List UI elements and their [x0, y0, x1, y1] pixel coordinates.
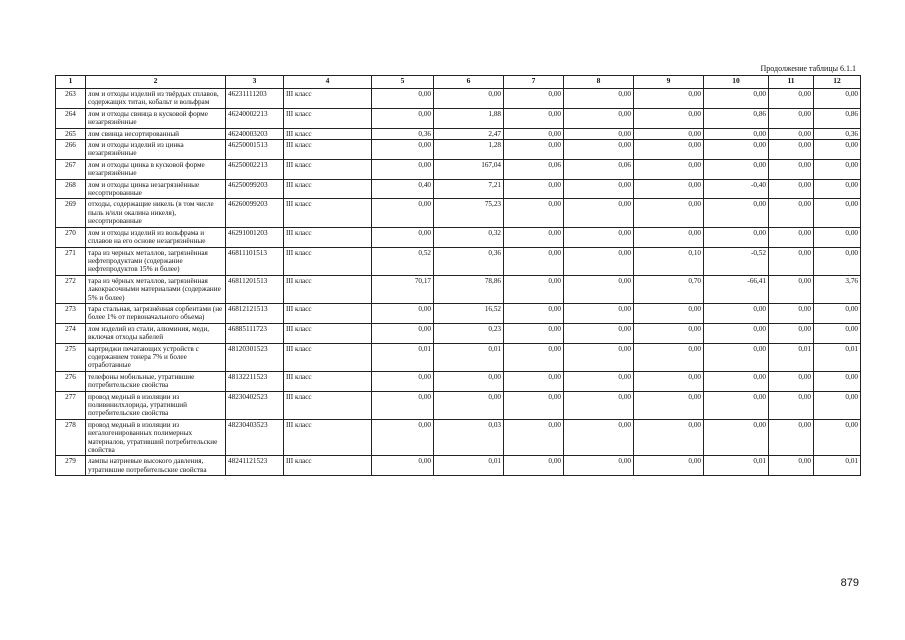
waste-code: 46812121513 [226, 303, 284, 323]
value-cell: 0,00 [814, 140, 861, 160]
value-cell: 0,00 [564, 371, 634, 391]
table-row [56, 323, 861, 343]
value-cell: 0,00 [634, 323, 704, 343]
value-cell: 0,00 [634, 159, 704, 179]
value-cell: 0,00 [704, 303, 769, 323]
value-cell: 0,00 [372, 391, 434, 419]
waste-code: 46250099203 [226, 179, 284, 199]
value-cell: 0,00 [634, 128, 704, 139]
value-cell: 0,00 [372, 323, 434, 343]
table-row [56, 159, 861, 179]
value-cell: 0,00 [704, 371, 769, 391]
value-cell: 0,00 [504, 391, 564, 419]
value-cell: 0,00 [704, 391, 769, 419]
value-cell: 0,00 [769, 323, 814, 343]
row-number: 269 [56, 199, 86, 227]
row-number: 278 [56, 419, 86, 456]
value-cell: 0,00 [769, 179, 814, 199]
table-row [56, 179, 861, 199]
column-header: 1 [56, 76, 86, 89]
waste-name: лом и отходы изделий из твёрдых сплавов, содержащих титан, кобальт и вольфрам [86, 89, 226, 109]
value-cell: 167,04 [434, 159, 504, 179]
table-row [56, 89, 861, 109]
row-number: 275 [56, 343, 86, 371]
value-cell: 0,00 [564, 275, 634, 303]
value-cell: 0,00 [704, 128, 769, 139]
value-cell: 0,36 [814, 128, 861, 139]
value-cell: 0,00 [634, 227, 704, 247]
value-cell: 0,00 [504, 247, 564, 275]
value-cell: 0,00 [704, 419, 769, 456]
value-cell: 0,00 [564, 343, 634, 371]
value-cell: 0,00 [769, 89, 814, 109]
value-cell: 0,00 [504, 199, 564, 227]
waste-code: 46240002213 [226, 108, 284, 128]
table-row [56, 275, 861, 303]
value-cell: 0,00 [564, 128, 634, 139]
table-row [56, 247, 861, 275]
waste-code: 48241121523 [226, 456, 284, 476]
value-cell: 0,00 [564, 247, 634, 275]
value-cell: 0,00 [372, 456, 434, 476]
table-row [56, 419, 861, 456]
waste-code: 48230403523 [226, 419, 284, 456]
value-cell: 0,00 [814, 227, 861, 247]
waste-code: 46291001203 [226, 227, 284, 247]
value-cell: 0,06 [564, 159, 634, 179]
value-cell: 0,01 [769, 343, 814, 371]
value-cell: 0,00 [372, 89, 434, 109]
value-cell: 0,00 [504, 128, 564, 139]
column-header: 3 [226, 76, 284, 89]
table-row [56, 108, 861, 128]
value-cell: 0,03 [434, 419, 504, 456]
waste-name: провод медный в изоляции из негалогенированных полимерных материалов, утративший потребительские свойства [86, 419, 226, 456]
hazard-class: III класс [284, 108, 372, 128]
table-row [56, 140, 861, 160]
column-header: 6 [434, 76, 504, 89]
row-number: 274 [56, 323, 86, 343]
value-cell: 0,00 [434, 89, 504, 109]
value-cell: 0,00 [504, 343, 564, 371]
waste-code: 48120301523 [226, 343, 284, 371]
value-cell: 0,00 [704, 159, 769, 179]
value-cell: 0,01 [814, 456, 861, 476]
waste-name: тара стальная, загрязнённая сорбентами (не более 1% от первоначального объема) [86, 303, 226, 323]
value-cell: 0,00 [814, 247, 861, 275]
value-cell: 0,00 [704, 323, 769, 343]
value-cell: 0,00 [564, 108, 634, 128]
row-number: 263 [56, 89, 86, 109]
row-number: 277 [56, 391, 86, 419]
value-cell: 0,00 [634, 371, 704, 391]
table-row [56, 199, 861, 227]
value-cell: 0,00 [634, 108, 704, 128]
value-cell: 0,00 [769, 227, 814, 247]
value-cell: 0,00 [372, 303, 434, 323]
waste-name: отходы, содержащие никель (в том числе пыль и/или окалина никеля), несортированные [86, 199, 226, 227]
value-cell: 0,00 [564, 140, 634, 160]
value-cell: 0,00 [372, 227, 434, 247]
value-cell: 0,00 [564, 419, 634, 456]
value-cell: 0,01 [814, 343, 861, 371]
value-cell: 0,00 [769, 391, 814, 419]
value-cell: 0,00 [634, 179, 704, 199]
value-cell: 0,00 [504, 227, 564, 247]
value-cell: 0,00 [372, 199, 434, 227]
value-cell: 0,32 [434, 227, 504, 247]
value-cell: 0,00 [814, 179, 861, 199]
value-cell: 0,00 [814, 159, 861, 179]
waste-code: 46231111203 [226, 89, 284, 109]
value-cell: 0,70 [634, 275, 704, 303]
hazard-class: III класс [284, 456, 372, 476]
value-cell: 3,76 [814, 275, 861, 303]
waste-name: лом и отходы изделий из цинка незагрязнённые [86, 140, 226, 160]
value-cell: 0,00 [634, 343, 704, 371]
value-cell: 0,00 [814, 303, 861, 323]
hazard-class: III класс [284, 323, 372, 343]
value-cell: 0,00 [704, 343, 769, 371]
value-cell: 0,00 [504, 89, 564, 109]
value-cell: 0,36 [434, 247, 504, 275]
table-row [56, 371, 861, 391]
row-number: 272 [56, 275, 86, 303]
column-header: 12 [814, 76, 861, 89]
value-cell: 0,00 [564, 456, 634, 476]
hazard-class: III класс [284, 275, 372, 303]
waste-name: лом и отходы цинка в кусковой форме незагрязнённые [86, 159, 226, 179]
value-cell: 0,00 [434, 391, 504, 419]
value-cell: 0,00 [814, 391, 861, 419]
value-cell: 16,52 [434, 303, 504, 323]
value-cell: 0,00 [814, 89, 861, 109]
value-cell: 0,00 [769, 456, 814, 476]
row-number: 273 [56, 303, 86, 323]
hazard-class: III класс [284, 89, 372, 109]
waste-name: лампы натриевые высокого давления, утратившие потребительские свойства [86, 456, 226, 476]
value-cell: 0,00 [769, 140, 814, 160]
value-cell: 7,21 [434, 179, 504, 199]
value-cell: 0,00 [504, 456, 564, 476]
waste-code: 46260099203 [226, 199, 284, 227]
waste-name: лом свинца несортированный [86, 128, 226, 139]
value-cell: 0,00 [504, 371, 564, 391]
row-number: 276 [56, 371, 86, 391]
column-header: 11 [769, 76, 814, 89]
value-cell: 0,86 [814, 108, 861, 128]
value-cell: 70,17 [372, 275, 434, 303]
table-row [56, 456, 861, 476]
waste-code: 46885111723 [226, 323, 284, 343]
table-header-row [56, 76, 861, 89]
row-number: 279 [56, 456, 86, 476]
value-cell: 0,00 [814, 419, 861, 456]
value-cell: 0,06 [504, 159, 564, 179]
hazard-class: III класс [284, 343, 372, 371]
waste-code: 46811201513 [226, 275, 284, 303]
hazard-class: III класс [284, 199, 372, 227]
value-cell: 0,00 [769, 128, 814, 139]
column-header: 2 [86, 76, 226, 89]
value-cell: 0,00 [504, 303, 564, 323]
value-cell: 0,00 [634, 303, 704, 323]
hazard-class: III класс [284, 247, 372, 275]
value-cell: 0,52 [372, 247, 434, 275]
value-cell: 0,00 [769, 371, 814, 391]
row-number: 271 [56, 247, 86, 275]
value-cell: 0,01 [372, 343, 434, 371]
value-cell: 0,00 [372, 140, 434, 160]
value-cell: 0,00 [704, 227, 769, 247]
value-cell: 0,00 [372, 108, 434, 128]
page-number: 879 [840, 577, 859, 589]
table-row [56, 303, 861, 323]
value-cell: 0,00 [704, 89, 769, 109]
column-header: 4 [284, 76, 372, 89]
value-cell: 0,00 [504, 275, 564, 303]
value-cell: 0,40 [372, 179, 434, 199]
value-cell: 0,00 [564, 227, 634, 247]
value-cell: 0,00 [769, 199, 814, 227]
value-cell: 0,36 [372, 128, 434, 139]
value-cell: 0,00 [564, 179, 634, 199]
value-cell: 75,23 [434, 199, 504, 227]
column-header: 5 [372, 76, 434, 89]
waste-code: 48230402523 [226, 391, 284, 419]
waste-name: лом изделий из стали, алюминия, меди, включая отходы кабелей [86, 323, 226, 343]
value-cell: 0,00 [634, 456, 704, 476]
value-cell: 0,23 [434, 323, 504, 343]
waste-name: лом и отходы изделий из вольфрама и сплавов на его основе незагрязнённые [86, 227, 226, 247]
waste-name: тара из чёрных металлов, загрязнённая лакокрасочными материалами (содержание 5% и более) [86, 275, 226, 303]
row-number: 268 [56, 179, 86, 199]
value-cell: 0,00 [769, 247, 814, 275]
value-cell: 0,00 [634, 419, 704, 456]
hazard-class: III класс [284, 140, 372, 160]
waste-name: лом и отходы цинка незагрязнённые несортированные [86, 179, 226, 199]
row-number: 266 [56, 140, 86, 160]
row-number: 267 [56, 159, 86, 179]
value-cell: 0,00 [564, 89, 634, 109]
value-cell: 0,86 [704, 108, 769, 128]
waste-table [55, 75, 861, 476]
value-cell: 0,00 [634, 89, 704, 109]
value-cell: 0,00 [372, 419, 434, 456]
value-cell: 0,00 [504, 140, 564, 160]
value-cell: 0,00 [504, 179, 564, 199]
value-cell: 0,01 [434, 456, 504, 476]
hazard-class: III класс [284, 391, 372, 419]
hazard-class: III класс [284, 128, 372, 139]
value-cell: 0,00 [564, 199, 634, 227]
table-row [56, 391, 861, 419]
column-header: 8 [564, 76, 634, 89]
value-cell: 0,00 [769, 303, 814, 323]
table-continuation-caption: Продолжение таблицы 6.1.1 [760, 64, 856, 73]
column-header: 9 [634, 76, 704, 89]
waste-code: 48132211523 [226, 371, 284, 391]
value-cell: 0,00 [634, 391, 704, 419]
value-cell: 1,28 [434, 140, 504, 160]
value-cell: -66,41 [704, 275, 769, 303]
value-cell: 0,00 [634, 199, 704, 227]
row-number: 270 [56, 227, 86, 247]
column-header: 7 [504, 76, 564, 89]
value-cell: 0,00 [769, 108, 814, 128]
row-number: 264 [56, 108, 86, 128]
value-cell: 0,00 [814, 199, 861, 227]
value-cell: 0,00 [769, 419, 814, 456]
column-header: 10 [704, 76, 769, 89]
hazard-class: III класс [284, 371, 372, 391]
value-cell: 0,00 [814, 371, 861, 391]
value-cell: 0,00 [564, 323, 634, 343]
hazard-class: III класс [284, 179, 372, 199]
waste-code: 46240003203 [226, 128, 284, 139]
waste-code: 46250001513 [226, 140, 284, 160]
waste-code: 46811101513 [226, 247, 284, 275]
value-cell: 0,00 [769, 159, 814, 179]
value-cell: 0,00 [504, 419, 564, 456]
waste-name: провод медный в изоляции из поливинилхлорида, утративший потребительские свойства [86, 391, 226, 419]
value-cell: 0,00 [372, 371, 434, 391]
value-cell: 1,88 [434, 108, 504, 128]
hazard-class: III класс [284, 227, 372, 247]
hazard-class: III класс [284, 303, 372, 323]
table-row [56, 343, 861, 371]
value-cell: 0,00 [564, 391, 634, 419]
value-cell: 0,00 [372, 159, 434, 179]
value-cell: -0,52 [704, 247, 769, 275]
value-cell: 0,00 [769, 275, 814, 303]
waste-name: тара из черных металлов, загрязнённая нефтепродуктами (содержание нефтепродуктов 15% и более) [86, 247, 226, 275]
value-cell: 0,00 [504, 108, 564, 128]
value-cell: 78,86 [434, 275, 504, 303]
hazard-class: III класс [284, 419, 372, 456]
value-cell: 0,00 [504, 323, 564, 343]
hazard-class: III класс [284, 159, 372, 179]
row-number: 265 [56, 128, 86, 139]
value-cell: 2,47 [434, 128, 504, 139]
value-cell: 0,00 [634, 140, 704, 160]
value-cell: 0,00 [564, 303, 634, 323]
waste-name: телефоны мобильные, утратившие потребительские свойства [86, 371, 226, 391]
value-cell: 0,00 [434, 371, 504, 391]
value-cell: 0,00 [814, 323, 861, 343]
value-cell: 0,01 [434, 343, 504, 371]
table-row [56, 227, 861, 247]
waste-code: 46250002213 [226, 159, 284, 179]
value-cell: 0,10 [634, 247, 704, 275]
waste-name: лом и отходы свинца в кусковой форме незагрязнённые [86, 108, 226, 128]
value-cell: 0,00 [704, 199, 769, 227]
waste-name: картриджи печатающих устройств с содержанием тонера 7% и более отработанные [86, 343, 226, 371]
table-row [56, 128, 861, 139]
value-cell: 0,01 [704, 456, 769, 476]
value-cell: -0,40 [704, 179, 769, 199]
value-cell: 0,00 [704, 140, 769, 160]
